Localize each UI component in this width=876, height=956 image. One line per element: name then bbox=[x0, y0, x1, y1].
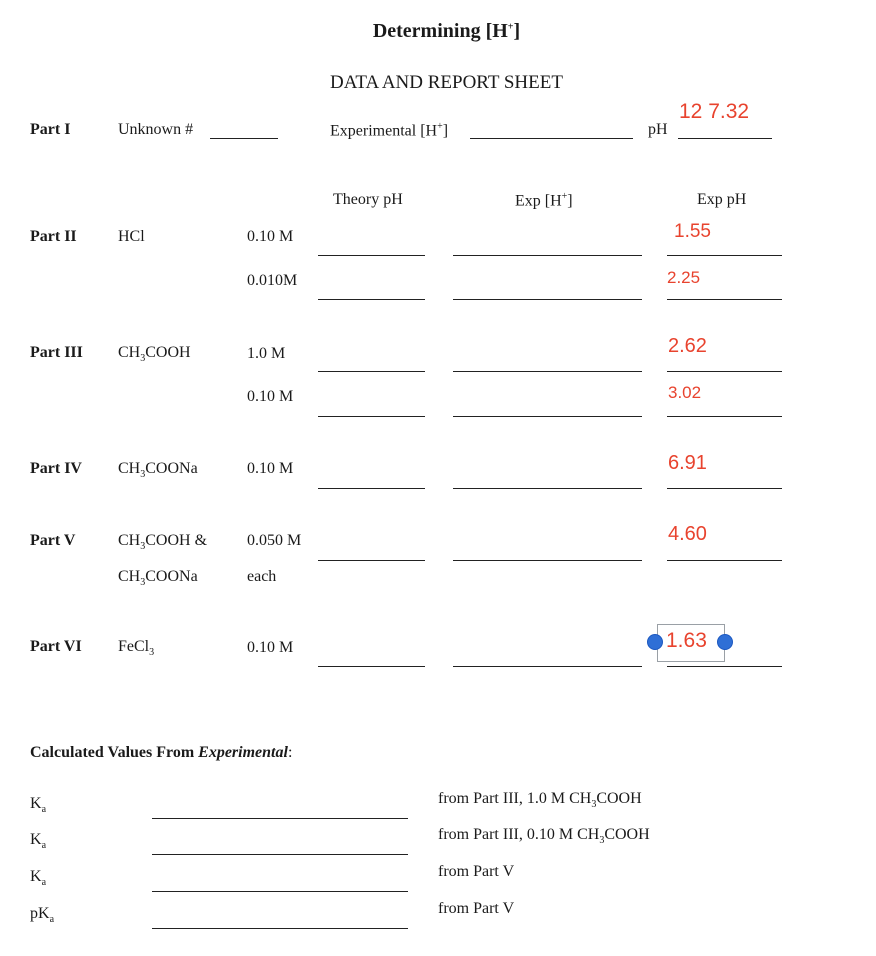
calculated-heading: Calculated Values From Experimental: bbox=[30, 744, 293, 761]
theory-ph-line bbox=[318, 666, 425, 667]
exp-h-line bbox=[453, 371, 642, 372]
exp-ph-line bbox=[667, 255, 782, 256]
row-compound: $CH_3COOH$ & bbox=[118, 532, 208, 552]
exp-h-line bbox=[453, 416, 642, 417]
calc-note: from Part III, 1.0 M $CH_3COOH$ bbox=[438, 790, 642, 810]
theory-ph-line bbox=[318, 255, 425, 256]
selection-handle-left[interactable] bbox=[647, 634, 663, 650]
ph-line bbox=[678, 138, 772, 139]
theory-ph-line bbox=[318, 560, 425, 561]
calc-note: from Part V bbox=[438, 863, 515, 880]
exp-ph-line bbox=[667, 299, 782, 300]
row-compound: HCl bbox=[118, 228, 145, 245]
exp-ph-value[interactable]: 2.25 bbox=[667, 268, 701, 287]
calc-symbol: $K_a$ bbox=[30, 795, 47, 816]
exp-ph-value[interactable]: 4.60 bbox=[668, 523, 707, 545]
row-compound: $CH_3COONa$ bbox=[118, 568, 198, 588]
calc-symbol: $pK_a$ bbox=[30, 905, 55, 926]
theory-ph-line bbox=[318, 371, 425, 372]
exp-ph-line bbox=[667, 488, 782, 489]
calc-line bbox=[152, 818, 408, 819]
row-compound: $CH_3COOH$ bbox=[118, 344, 191, 364]
calc-symbol: $K_a$ bbox=[30, 831, 47, 852]
exp-h-line bbox=[453, 299, 642, 300]
row-conc: 0.10 M bbox=[247, 228, 294, 245]
exp-h-line bbox=[453, 560, 642, 561]
exp-h-line bbox=[453, 488, 642, 489]
calc-line bbox=[152, 928, 408, 929]
row-compound: $CH_3COONa$ bbox=[118, 460, 198, 480]
row-conc: 0.050 M bbox=[247, 532, 302, 549]
calc-symbol: $K_a$ bbox=[30, 868, 47, 889]
exp-ph-value[interactable]: 1.55 bbox=[674, 221, 711, 242]
calc-line bbox=[152, 891, 408, 892]
row-compound: FeCl$_3$ bbox=[118, 638, 155, 658]
row-conc: each bbox=[247, 568, 277, 585]
experimental-h-label: Experimental [H+] bbox=[330, 121, 449, 140]
exp-ph-line bbox=[667, 416, 782, 417]
exp-ph-line bbox=[667, 666, 782, 667]
calc-note: from Part V bbox=[438, 900, 515, 917]
row-conc: 0.10 M bbox=[247, 388, 294, 405]
unknown-line bbox=[210, 138, 278, 139]
exp-ph-value[interactable]: 2.62 bbox=[668, 335, 707, 357]
exp-ph-line bbox=[667, 371, 782, 372]
theory-ph-line bbox=[318, 416, 425, 417]
part1-handwritten[interactable]: 12 7.32 bbox=[679, 100, 750, 123]
selection-handle-right[interactable] bbox=[717, 634, 733, 650]
exp-ph-value[interactable]: 3.02 bbox=[668, 383, 702, 402]
unknown-label: Unknown # bbox=[118, 121, 194, 138]
exp-ph-value[interactable]: 6.91 bbox=[668, 452, 707, 474]
page-subtitle: DATA AND REPORT SHEET bbox=[330, 72, 563, 93]
row-part: Part III bbox=[30, 344, 83, 361]
row-conc: 1.0 M bbox=[247, 345, 286, 362]
part1-label: Part I bbox=[30, 121, 71, 138]
row-part: Part V bbox=[30, 532, 76, 549]
col-theory-ph: Theory pH bbox=[333, 191, 403, 208]
ph-label: pH bbox=[648, 121, 668, 138]
theory-ph-line bbox=[318, 299, 425, 300]
exp-h-line bbox=[453, 255, 642, 256]
theory-ph-line bbox=[318, 488, 425, 489]
row-part: Part II bbox=[30, 228, 77, 245]
col-exp-h: Exp [H+] bbox=[515, 191, 573, 210]
exp-h-line bbox=[453, 666, 642, 667]
row-conc: 0.010M bbox=[247, 272, 298, 289]
page-title: Determining [H+] bbox=[372, 20, 521, 42]
row-part: Part IV bbox=[30, 460, 82, 477]
experimental-h-line bbox=[470, 138, 633, 139]
calc-line bbox=[152, 854, 408, 855]
col-exp-ph: Exp pH bbox=[697, 191, 747, 208]
exp-ph-value[interactable]: 1.63 bbox=[666, 629, 707, 652]
exp-ph-line bbox=[667, 560, 782, 561]
row-conc: 0.10 M bbox=[247, 460, 294, 477]
row-conc: 0.10 M bbox=[247, 639, 294, 656]
calc-note: from Part III, 0.10 M $CH_3COOH$ bbox=[438, 826, 650, 846]
row-part: Part VI bbox=[30, 638, 82, 655]
